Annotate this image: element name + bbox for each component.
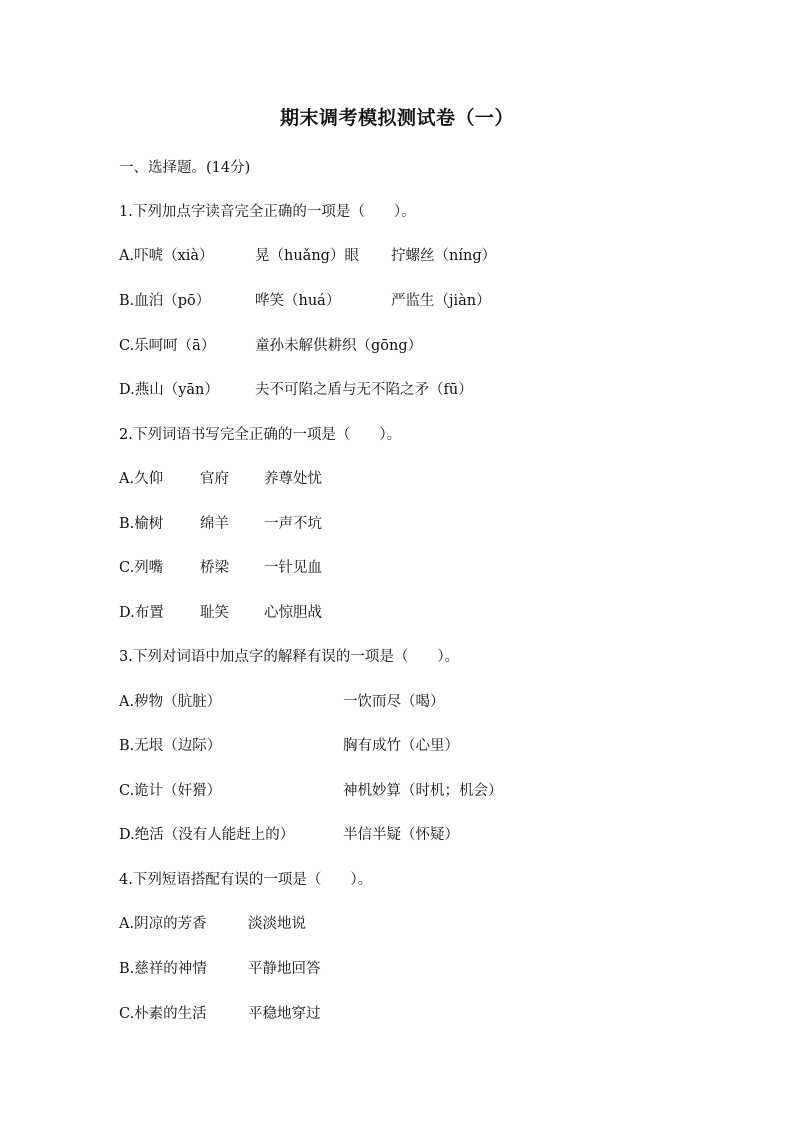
option-part: D.燕山（yān） — [119, 382, 219, 398]
option-part: 养尊处忧 — [264, 471, 322, 487]
option-part: 一针见血 — [264, 560, 322, 576]
option-part: B.血泊（pō） — [119, 293, 211, 309]
option-part: 童孙未解供耕织（gōng） — [255, 338, 423, 354]
option-part: A.阴凉的芳香 — [119, 916, 207, 932]
option-part: B.榆树 — [119, 516, 164, 532]
page-title: 期末调考模拟测试卷（一） — [279, 107, 514, 129]
option-part: C.乐呵呵（ā） — [119, 338, 216, 354]
option-part: B.无垠（边际） — [119, 738, 222, 754]
option-part: 耻笑 — [200, 605, 229, 621]
option-part: 拧螺丝（nínɡ） — [391, 248, 497, 264]
option-part: 一声不坑 — [264, 516, 322, 532]
option-part: A.秽物（肮脏） — [119, 694, 222, 710]
question-3-stem: 3.下列对词语中加点字的解释有误的一项是（ ）。 — [119, 649, 460, 665]
option-part: D.布置 — [119, 605, 164, 621]
option-part: C.朴素的生活 — [119, 1006, 207, 1022]
option-part: A.吓唬（xià） — [119, 248, 214, 264]
option-part: D.绝活（没有人能赶上的） — [119, 827, 295, 843]
option-part: C.诡计（奸猾） — [119, 783, 222, 799]
question-2-stem: 2.下列词语书写完全正确的一项是（ ）。 — [119, 427, 402, 443]
option-part: 严监生（jiàn） — [391, 293, 491, 309]
option-part: 胸有成竹（心里） — [343, 738, 459, 754]
question-4-stem: 4.下列短语搭配有误的一项是（ ）。 — [119, 872, 373, 888]
option-part: 绵羊 — [200, 516, 229, 532]
option-part: 桥梁 — [200, 560, 229, 576]
option-part: 平稳地穿过 — [248, 1006, 321, 1022]
option-part: 半信半疑（怀疑） — [343, 827, 459, 843]
option-part: 神机妙算（时机；机会） — [343, 783, 503, 799]
option-part: 夫不可陷之盾与无不陷之矛（fū） — [255, 382, 473, 398]
option-part: 心惊胆战 — [264, 605, 322, 621]
option-part: A.久仰 — [119, 471, 164, 487]
option-part: B.慈祥的神情 — [119, 961, 207, 977]
question-1-stem: 1.下列加点字读音完全正确的一项是（ ）。 — [119, 204, 416, 220]
option-part: 官府 — [200, 471, 229, 487]
option-part: 哗笑（huá） — [255, 293, 341, 309]
option-part: 淡淡地说 — [248, 916, 306, 932]
option-part: 平静地回答 — [248, 961, 321, 977]
option-part: 一饮而尽（喝） — [343, 694, 445, 710]
option-part: 晃（huǎng）眼 — [255, 248, 359, 264]
section-heading: 一、选择题。(14分) — [119, 160, 251, 176]
option-part: C.列嘴 — [119, 560, 164, 576]
